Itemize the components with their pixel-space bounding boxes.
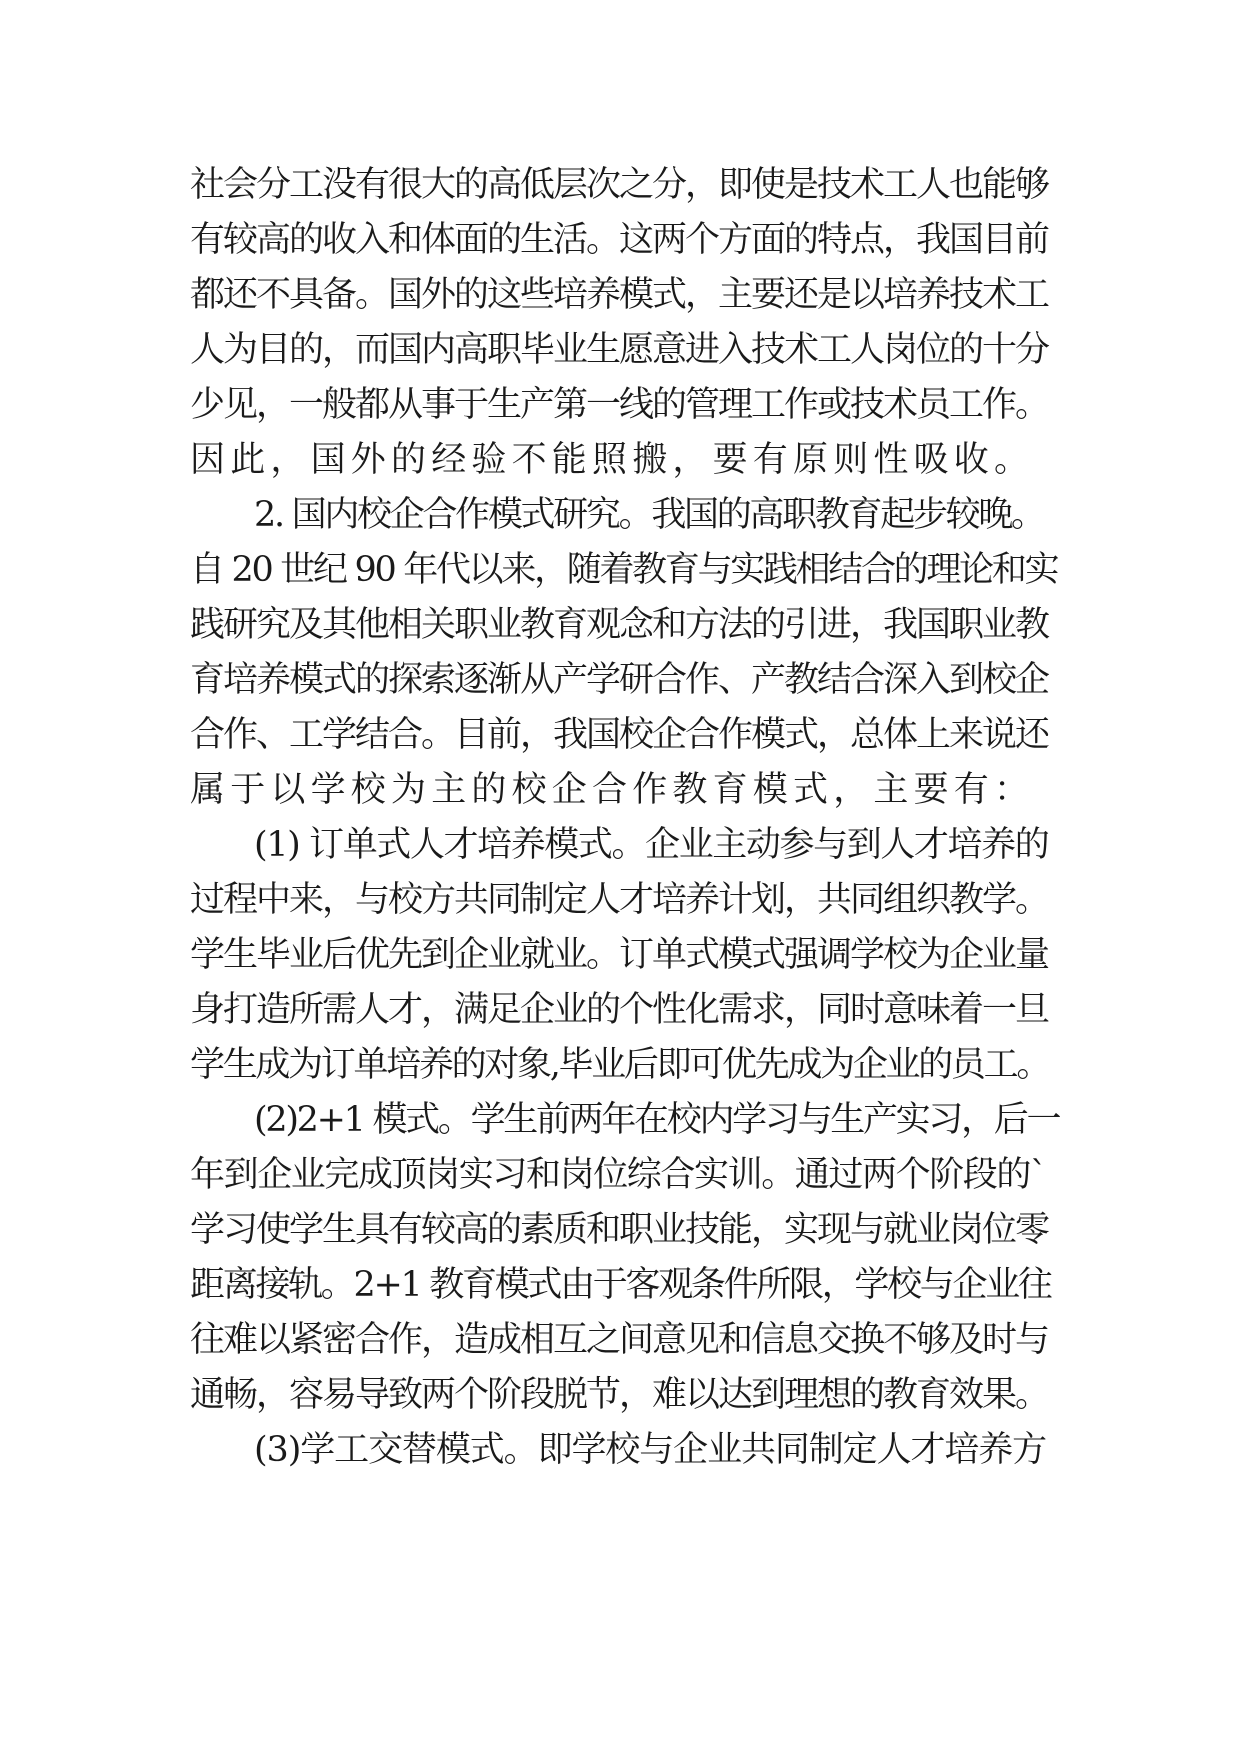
text-line: (2)2+1 模式。学生前两年在校内学习与生产实习，后一 <box>254 1100 1060 1140</box>
text-line: 有较高的收入和体面的生活。这两个方面的特点，我国目前 <box>190 220 1049 260</box>
text-line: 自 20 世纪 90 年代以来，随着教育与实践相结合的理论和实 <box>190 550 1058 590</box>
text-line: 因此，国外的经验不能照搬，要有原则性吸收。 <box>190 440 1035 480</box>
text-line: 身打造所需人才，满足企业的个性化需求，同时意味着一旦 <box>190 990 1049 1030</box>
body-text <box>190 158 1060 1478</box>
text-line: 少见，一般都从事于生产第一线的管理工作或技术员工作。 <box>190 385 1049 425</box>
text-line: 社会分工没有很大的高低层次之分，即使是技术工人也能够 <box>190 165 1049 205</box>
text-line: 往难以紧密合作，造成相互之间意见和信息交换不够及时与 <box>190 1320 1049 1360</box>
text-line: 合作、工学结合。目前，我国校企合作模式，总体上来说还 <box>190 715 1049 755</box>
text-line: 2. 国内校企合作模式研究。我国的高职教育起步较晚。 <box>254 495 1044 535</box>
text-line: 属于以学校为主的校企合作教育模式，主要有： <box>190 770 1035 810</box>
text-line: 学习使学生具有较高的素质和职业技能，实现与就业岗位零 <box>190 1210 1049 1250</box>
text-line: 都还不具备。国外的这些培养模式，主要还是以培养技术工 <box>190 275 1049 315</box>
text-line: (1) 订单式人才培养模式。企业主动参与到人才培养的 <box>254 825 1049 865</box>
text-line: 学生成为订单培养的对象,毕业后即可优先成为企业的员工。 <box>190 1045 1050 1085</box>
text-line: (3)学工交替模式。即学校与企业共同制定人才培养方 <box>254 1430 1047 1470</box>
text-line: 学生毕业后优先到企业就业。订单式模式强调学校为企业量 <box>190 935 1049 975</box>
text-line: 人为目的，而国内高职毕业生愿意进入技术工人岗位的十分 <box>190 330 1049 370</box>
text-line: 通畅，容易导致两个阶段脱节，难以达到理想的教育效果。 <box>190 1375 1049 1415</box>
text-line: 践研究及其他相关职业教育观念和方法的引进，我国职业教 <box>190 605 1049 645</box>
text-line: 年到企业完成顶岗实习和岗位综合实训。通过两个阶段的` <box>190 1155 1047 1195</box>
text-line: 距离接轨。2+1 教育模式由于客观条件所限，学校与企业往 <box>190 1265 1051 1305</box>
text-line: 过程中来，与校方共同制定人才培养计划，共同组织教学。 <box>190 880 1049 920</box>
text-line: 育培养模式的探索逐渐从产学研合作、产教结合深入到校企 <box>190 660 1049 700</box>
